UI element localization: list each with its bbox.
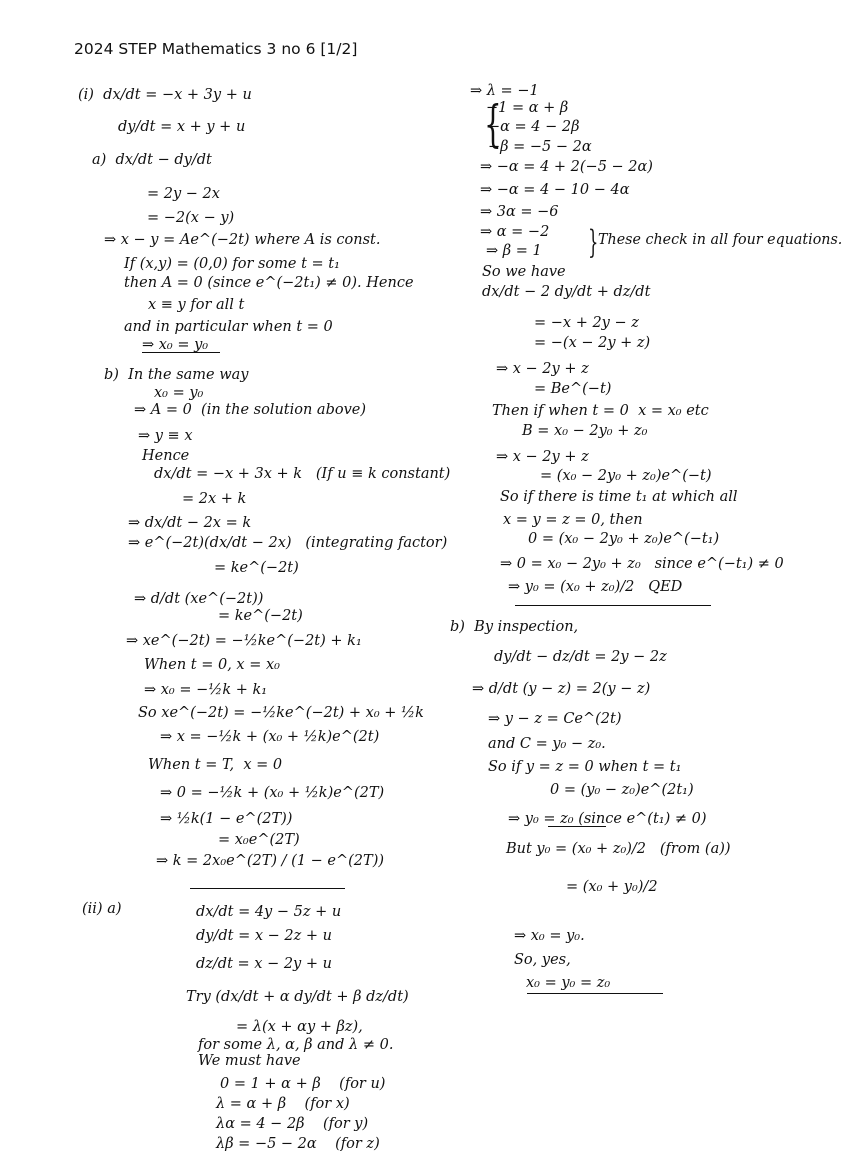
right-line: ⇒ y₀ = (x₀ + z₀)/2 QED xyxy=(508,579,683,595)
right-line: dy/dt − dz/dt = 2y − 2z xyxy=(494,649,667,665)
right-line: dx/dt − 2 dy/dt + dz/dt xyxy=(482,284,651,300)
right-line: b) By inspection, xyxy=(450,619,579,635)
right-line: So we have xyxy=(482,264,566,280)
right-line: B = x₀ − 2y₀ + z₀ xyxy=(522,423,648,439)
right-line: = −(x − 2y + z) xyxy=(534,335,651,351)
left-line: When t = T, x = 0 xyxy=(148,757,283,773)
left-line: dz/dt = x − 2y + u xyxy=(196,956,332,972)
left-line: dy/dt = x + y + u xyxy=(118,119,246,135)
left-line: λ = α + β (for x) xyxy=(216,1096,350,1112)
left-line: ⇒ ½k(1 − e^(2T)) xyxy=(160,811,293,827)
left-line: ⇒ x = −½k + (x₀ + ½k)e^(2t) xyxy=(160,729,380,745)
right-line: So, yes, xyxy=(514,952,571,968)
right-line: = Be^(−t) xyxy=(534,381,612,397)
right-line: ⇒ −α = 4 + 2(−5 − 2α) xyxy=(480,159,653,175)
left-line: So xe^(−2t) = −½ke^(−2t) + x₀ + ½k xyxy=(138,705,424,721)
left-line: dy/dt = x − 2z + u xyxy=(196,928,332,944)
underline-rule xyxy=(190,888,345,889)
left-line: = −2(x − y) xyxy=(147,210,235,226)
right-line: ⇒ α = −2 xyxy=(480,224,550,240)
underline-rule xyxy=(142,352,220,353)
left-line: ⇒ xe^(−2t) = −½ke^(−2t) + k₁ xyxy=(126,633,362,649)
left-line: ⇒ A = 0 (in the solution above) xyxy=(134,402,367,418)
check-brace: } xyxy=(588,223,599,261)
right-line: ⇒ x₀ = y₀. xyxy=(514,928,585,944)
left-line: = x₀e^(2T) xyxy=(218,832,300,848)
underline-rule xyxy=(548,826,606,827)
left-line: b) In the same way xyxy=(104,367,249,383)
left-line: = ke^(−2t) xyxy=(218,608,303,624)
right-line: ⇒ −α = 4 − 10 − 4α xyxy=(480,182,630,198)
left-line: x₀ = y₀ xyxy=(154,385,204,401)
left-line: λα = 4 − 2β (for y) xyxy=(216,1116,369,1132)
left-line: x ≡ y for all t xyxy=(148,297,245,313)
left-line: ⇒ dx/dt − 2x = k xyxy=(128,515,252,531)
right-line: −1 = α + β xyxy=(486,100,569,116)
right-line: Then if when t = 0 x = x₀ etc xyxy=(492,403,709,419)
underline-rule xyxy=(515,605,711,606)
right-line: ⇒ x − 2y + z xyxy=(496,361,589,377)
right-line: ⇒ y₀ = z₀ (since e^(t₁) ≠ 0) xyxy=(508,811,707,827)
right-line: But y₀ = (x₀ + z₀)/2 (from (a)) xyxy=(506,841,731,857)
right-line: 0 = (x₀ − 2y₀ + z₀)e^(−t₁) xyxy=(528,531,720,547)
right-line: ⇒ 3α = −6 xyxy=(480,204,559,220)
right-line: = −x + 2y − z xyxy=(534,315,639,331)
page-title: 2024 STEP Mathematics 3 no 6 [1/2] xyxy=(74,40,358,58)
left-line: ⇒ x₀ = −½k + k₁ xyxy=(144,682,268,698)
left-line: When t = 0, x = x₀ xyxy=(144,657,280,673)
left-line: ⇒ d/dt (xe^(−2t)) xyxy=(134,591,264,607)
left-line: and in particular when t = 0 xyxy=(124,319,333,335)
right-line: ⇒ λ = −1 xyxy=(470,83,539,99)
left-line: λβ = −5 − 2α (for z) xyxy=(216,1136,380,1152)
right-line: x = y = z = 0, then xyxy=(503,512,643,528)
left-line: = 2x + k xyxy=(182,491,247,507)
right-line: ⇒ β = 1 xyxy=(486,243,542,259)
left-line: ⇒ y ≡ x xyxy=(138,428,193,444)
left-line: dx/dt = −x + 3x + k (If u ≡ k constant) xyxy=(154,466,451,482)
right-line: and C = y₀ − z₀. xyxy=(488,736,606,752)
left-line: (i) dx/dt = −x + 3y + u xyxy=(78,87,252,103)
left-line: Try (dx/dt + α dy/dt + β dz/dt) xyxy=(186,989,409,1005)
left-line: We must have xyxy=(198,1053,301,1069)
left-line: ⇒ x₀ = y₀ xyxy=(142,337,209,353)
right-line: So if y = z = 0 when t = t₁ xyxy=(488,759,682,775)
right-line: 0 = (y₀ − z₀)e^(2t₁) xyxy=(550,782,694,798)
underline-rule xyxy=(527,993,663,994)
left-line: ⇒ 0 = −½k + (x₀ + ½k)e^(2T) xyxy=(160,785,385,801)
left-line: 0 = 1 + α + β (for u) xyxy=(220,1076,386,1092)
left-line: ⇒ x − y = Ae^(−2t) where A is const. xyxy=(104,232,381,248)
left-line: then A = 0 (since e^(−2t₁) ≠ 0). Hence xyxy=(124,275,414,291)
left-line: If (x,y) = (0,0) for some t = t₁ xyxy=(124,256,340,272)
left-line: = ke^(−2t) xyxy=(214,560,299,576)
left-line: (ii) a) xyxy=(82,901,122,917)
left-line: = 2y − 2x xyxy=(147,186,220,202)
right-line: These check in all four equations. xyxy=(598,232,843,248)
left-line: dx/dt = 4y − 5z + u xyxy=(196,904,342,920)
left-line: for some λ, α, β and λ ≠ 0. xyxy=(198,1037,394,1053)
right-line: x₀ = y₀ = z₀ xyxy=(526,975,611,991)
right-line: So if there is time t₁ at which all xyxy=(500,489,738,505)
right-line: −α = 4 − 2β xyxy=(488,119,580,135)
left-line: = λ(x + αy + βz), xyxy=(236,1019,363,1035)
left-line: Hence xyxy=(142,448,190,464)
right-line: ⇒ 0 = x₀ − 2y₀ + z₀ since e^(−t₁) ≠ 0 xyxy=(500,556,784,572)
right-line: = (x₀ + y₀)/2 xyxy=(566,879,658,895)
left-line: a) dx/dt − dy/dt xyxy=(92,152,212,168)
right-line: ⇒ x − 2y + z xyxy=(496,449,589,465)
right-line: ⇒ d/dt (y − z) = 2(y − z) xyxy=(472,681,651,697)
right-line: −β = −5 − 2α xyxy=(488,139,592,155)
system-brace: { xyxy=(484,95,502,153)
left-line: ⇒ k = 2x₀e^(2T) / (1 − e^(2T)) xyxy=(156,853,385,869)
right-line: = (x₀ − 2y₀ + z₀)e^(−t) xyxy=(540,468,712,484)
right-line: ⇒ y − z = Ce^(2t) xyxy=(488,711,622,727)
left-line: ⇒ e^(−2t)(dx/dt − 2x) (integrating factor) xyxy=(128,535,448,551)
